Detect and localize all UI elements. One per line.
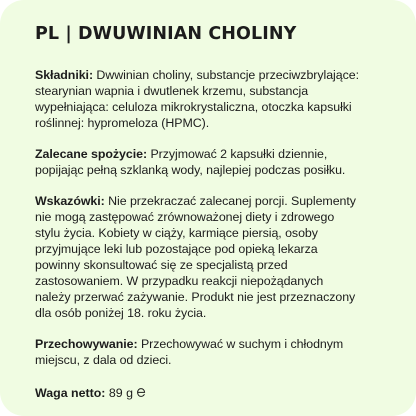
warnings-line-1 <box>35 194 384 210</box>
ingredients-line-1 <box>35 68 384 84</box>
product-title: PL | DWUWINIAN CHOLINY <box>35 24 297 44</box>
ingredients-line-3: wypełniająca: celuloza mikrokrystaliczna, otoczka kapsułki <box>35 99 352 114</box>
dose-line-1 <box>35 147 384 163</box>
ingredients-text: Dwwinian choliny, substancje przeciwzbrylające: <box>93 68 359 82</box>
warnings-section <box>35 194 384 321</box>
estimated-sign-icon <box>136 386 146 402</box>
ingredients-line-4: roślinnej: hypromeloza (HPMC). <box>35 115 210 130</box>
ingredients-section <box>35 68 384 132</box>
ingredients-line-2: stearynian wapnia i dwutlenek krzemu, substancja <box>35 83 309 98</box>
net-weight <box>35 385 384 402</box>
storage-line-1 <box>35 337 384 353</box>
storage-section <box>35 337 384 369</box>
storage-text: Przechowywać w suchym i chłodnym <box>137 337 344 352</box>
dose-line-2: popijając pełną szklanką wody, najlepiej podczas posiłku. <box>35 163 346 178</box>
warnings-line-5: powinny skonsultować się ze specjalistą przed <box>35 258 288 273</box>
warnings-line-7: należy przerwać zażywanie. Produkt nie jest przeznaczony <box>35 289 356 304</box>
dose-text: Przyjmować 2 kapsułki dziennie, <box>147 147 328 162</box>
storage-heading: Przechowywanie: <box>35 337 138 352</box>
net-weight-value: 89 g <box>105 385 133 400</box>
warnings-line-3: stylu życia. Kobiety w ciąży, karmiące piersią, osoby <box>35 226 318 241</box>
warnings-line-8: dla osób poniżej 18. roku życia. <box>35 305 207 320</box>
warnings-text: Nie przekraczać zalecanej porcji. Suplementy <box>104 194 356 209</box>
dose-heading: Zalecane spożycie: <box>35 147 148 162</box>
warnings-line-2: nie mogą zastępować zrównoważonej diety i zdrowego <box>35 210 335 225</box>
warnings-line-6: zastosowaniem. W przypadku reakcji niepożądanych <box>35 273 324 288</box>
warnings-line-4: przyjmujące leki lub pozostające pod opieką lekarza <box>35 242 318 257</box>
storage-line-2: miejscu, z dala od dzieci. <box>35 353 172 368</box>
net-weight-label: Waga netto: <box>35 385 106 400</box>
recommended-dose-section <box>35 147 384 179</box>
warnings-heading: Wskazówki: <box>35 194 105 209</box>
ingredients-heading: Składniki: <box>35 68 94 82</box>
